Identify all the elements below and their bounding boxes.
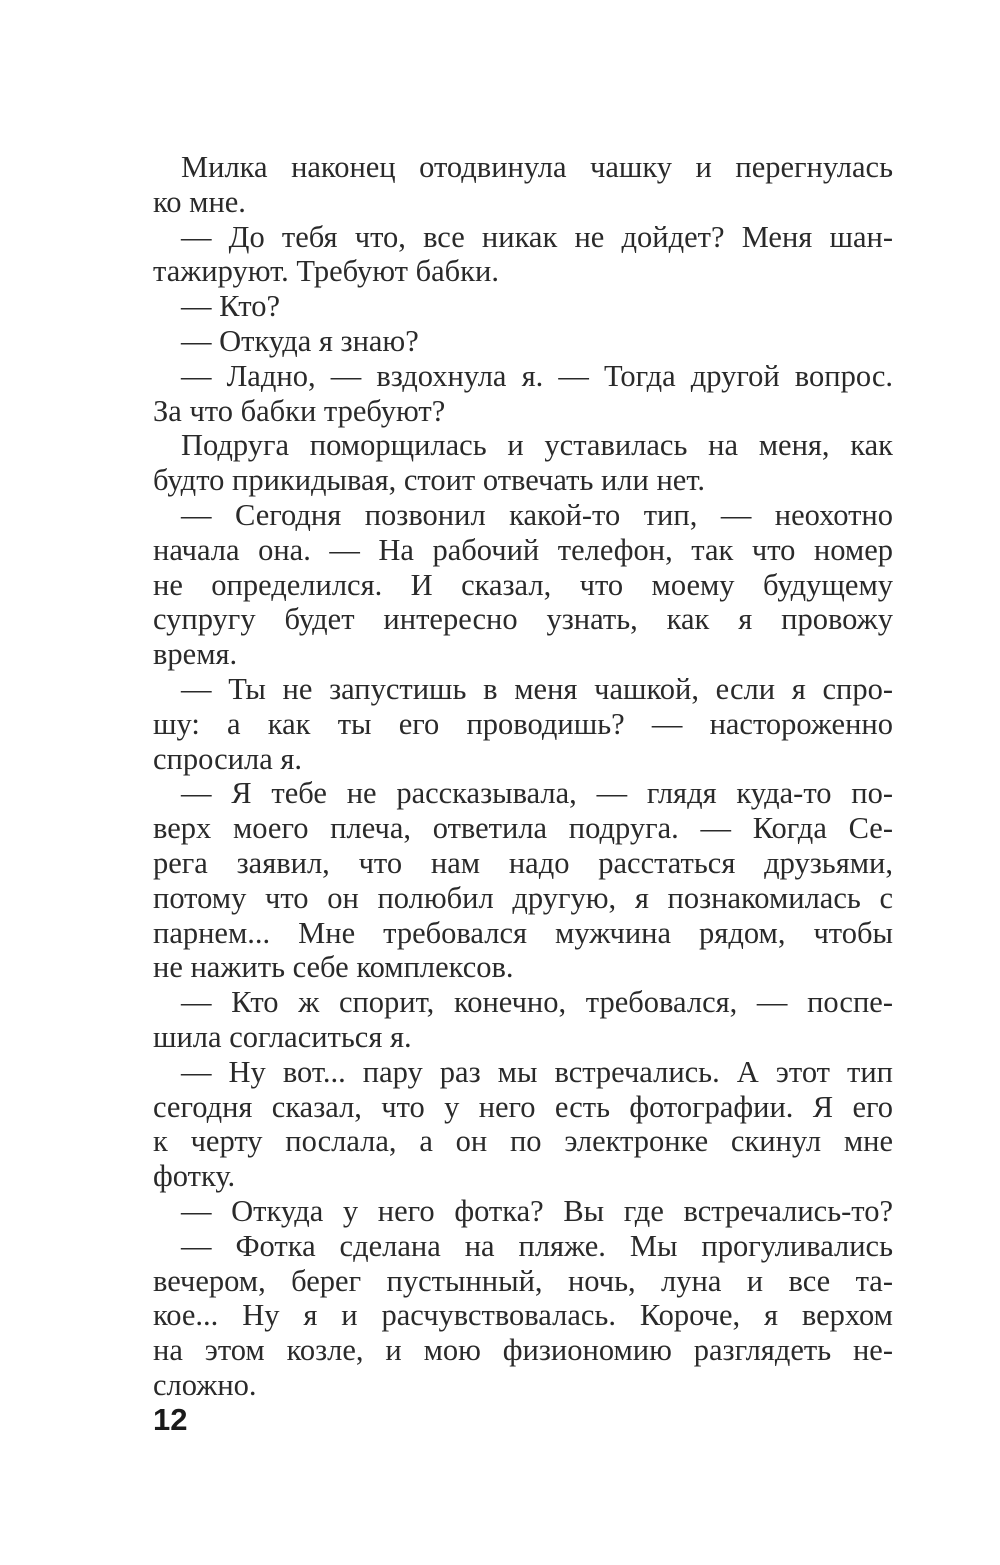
text-line: — Кто ж спорит, конечно, требовался, — поспе- — [181, 985, 893, 1020]
text-line: Милка наконец отодвинула чашку и перегнулась — [181, 150, 893, 184]
text-line: сегодня сказал, что у него есть фотографии. Я его — [153, 1089, 893, 1124]
text-line: парнем... Мне требовался мужчина рядом, чтобы — [153, 915, 893, 950]
text-line: супругу будет интересно узнать, как я провожу — [153, 602, 893, 637]
text-line: вечером, берег пустынный, ночь, луна и все та- — [153, 1263, 893, 1298]
text-line: сложно. — [153, 1367, 257, 1402]
text-line: фотку. — [153, 1159, 236, 1194]
text-line: будто прикидывая, стоит отвечать или нет. — [153, 463, 705, 498]
text-line: — Откуда у него фотка? Вы где встречались-то? — [181, 1193, 893, 1228]
text-line: не определился. И сказал, что моему будущему — [153, 567, 893, 602]
text-line: на этом козле, и мою физиономию разглядеть не- — [153, 1333, 893, 1368]
text-line: — Ну вот... пару раз мы встречались. А этот тип — [181, 1054, 893, 1089]
text-line: — До тебя что, все никак не дойдет? Меня шан- — [181, 219, 893, 254]
text-line: — Откуда я знаю? — [181, 323, 419, 358]
text-line: — Я тебе не рассказывала, — глядя куда-то по- — [181, 776, 893, 811]
text-line: кое... Ну я и расчувствовалась. Короче, я верхом — [153, 1298, 893, 1333]
text-line: рега заявил, что нам надо расстаться друзьями, — [153, 845, 893, 880]
text-line: Подруга поморщилась и уставилась на меня, как — [181, 428, 893, 463]
text-line: спросила я. — [153, 741, 303, 776]
text-line: — Ты не запустишь в меня чашкой, если я спро- — [181, 671, 893, 706]
text-line: потому что он полюбил другую, я познакомилась с — [153, 880, 893, 915]
text-line: — Ладно, — вздохнула я. — Тогда другой вопрос. — [181, 358, 893, 393]
text-line: шу: а как ты его проводишь? — настороженно — [153, 706, 893, 741]
text-line: тажируют. Требуют бабки. — [153, 254, 499, 289]
text-line: не нажить себе комплексов. — [153, 950, 514, 985]
text-line: время. — [153, 637, 238, 672]
text-line: шила согласиться я. — [153, 1019, 412, 1054]
text-line: — Сегодня позвонил какой-то тип, — неохотно — [181, 497, 893, 532]
text-line: начала она. — На рабочий телефон, так что номер — [153, 532, 893, 567]
text-line: За что бабки требуют? — [153, 393, 446, 428]
text-line: — Фотка сделана на пляже. Мы прогуливались — [181, 1228, 893, 1263]
text-line: верх моего плеча, ответила подруга. — Когда Се- — [153, 811, 893, 846]
body-text — [153, 150, 893, 1403]
text-line: ко мне. — [153, 184, 246, 219]
text-line: к черту послала, а он по электронке скинул мне — [153, 1124, 893, 1159]
page-number: 12 — [153, 1402, 188, 1437]
text-line: — Кто? — [181, 289, 281, 324]
